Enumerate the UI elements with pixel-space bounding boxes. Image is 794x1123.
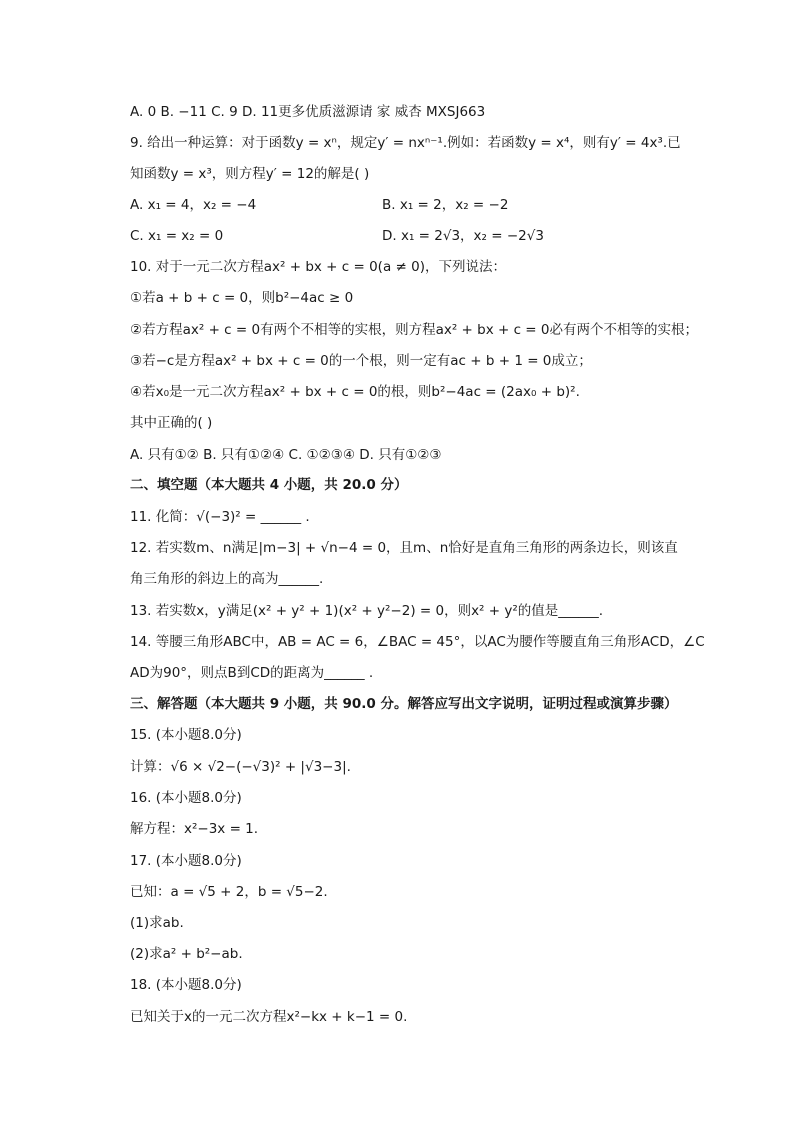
q10-ask: 其中正确的( ) [130, 415, 213, 431]
q11: 11. 化简：√(−3)² = ______ . [130, 509, 310, 525]
q9-option-c: C. x₁ = x₂ = 0 [130, 228, 224, 244]
q10-stem: 10. 对于一元二次方程ax² + bx + c = 0(a ≠ 0)，下列说法： [130, 259, 506, 275]
q18-body: 已知关于x的一元二次方程x²−kx + k−1 = 0. [130, 1009, 408, 1025]
q17-header: 17. (本小题8.0分) [130, 853, 242, 869]
q10-statement-3: ③若−c是方程ax² + bx + c = 0的一个根，则一定有ac + b + 1 = 0成立； [130, 353, 592, 369]
q16-header: 16. (本小题8.0分) [130, 790, 242, 806]
q16-body: 解方程：x²−3x = 1. [130, 821, 259, 837]
q10-statement-2: ②若方程ax² + c = 0有两个不相等的实根，则方程ax² + bx + c = 0必有两个不相等的实根； [130, 322, 699, 338]
q10-statement-1: ①若a + b + c = 0，则b²−4ac ≥ 0 [130, 290, 354, 306]
q15-header: 15. (本小题8.0分) [130, 727, 242, 743]
q17-part-2: (2)求a² + b²−ab. [130, 946, 243, 962]
q10-statement-4: ④若x₀是一元二次方程ax² + bx + c = 0的根，则b²−4ac = (2ax₀ + b)². [130, 384, 580, 400]
q12-line1: 12. 若实数m、n满足|m−3| + √n−4 = 0，且m、n恰好是直角三角形的两条边长，则该直 [130, 540, 678, 556]
q14-line1: 14. 等腰三角形ABC中，AB = AC = 6，∠BAC = 45°，以AC为腰作等腰直角三角形ACD，∠C [130, 634, 705, 650]
q9-stem-line1: 9. 给出一种运算：对于函数y = xⁿ，规定y′ = nxⁿ⁻¹.例如：若函数y = x⁴，则有y′ = 4x³.已 [130, 135, 681, 151]
q9-stem-line2: 知函数y = x³，则方程y′ = 12的解是( ) [130, 166, 370, 182]
q15-body: 计算：√6 × √2−(−√3)² + |√3−3|. [130, 759, 351, 775]
q10-options: A. 只有①② B. 只有①②④ C. ①②③④ D. 只有①②③ [130, 447, 442, 463]
q9-option-a: A. x₁ = 4，x₂ = −4 [130, 197, 257, 213]
q8-options: A. 0 B. −11 C. 9 D. 11更多优质滋源请 家 威杏 MXSJ663 [130, 104, 486, 120]
q12-line2: 角三角形的斜边上的高为______. [130, 571, 324, 587]
q14-line2: AD为90°，则点B到CD的距离为______ . [130, 665, 374, 681]
section-3-title: 三、解答题（本大题共 9 小题，共 90.0 分。解答应写出文字说明，证明过程或演算步骤） [130, 696, 678, 712]
q9-option-b: B. x₁ = 2，x₂ = −2 [382, 197, 509, 213]
q9-option-d: D. x₁ = 2√3，x₂ = −2√3 [382, 228, 544, 244]
q13: 13. 若实数x，y满足(x² + y² + 1)(x² + y²−2) = 0，则x² + y²的值是______. [130, 603, 604, 619]
q18-header: 18. (本小题8.0分) [130, 977, 242, 993]
q17-body: 已知：a = √5 + 2，b = √5−2. [130, 884, 328, 900]
q17-part-1: (1)求ab. [130, 915, 184, 931]
section-2-title: 二、填空题（本大题共 4 小题，共 20.0 分） [130, 477, 408, 493]
